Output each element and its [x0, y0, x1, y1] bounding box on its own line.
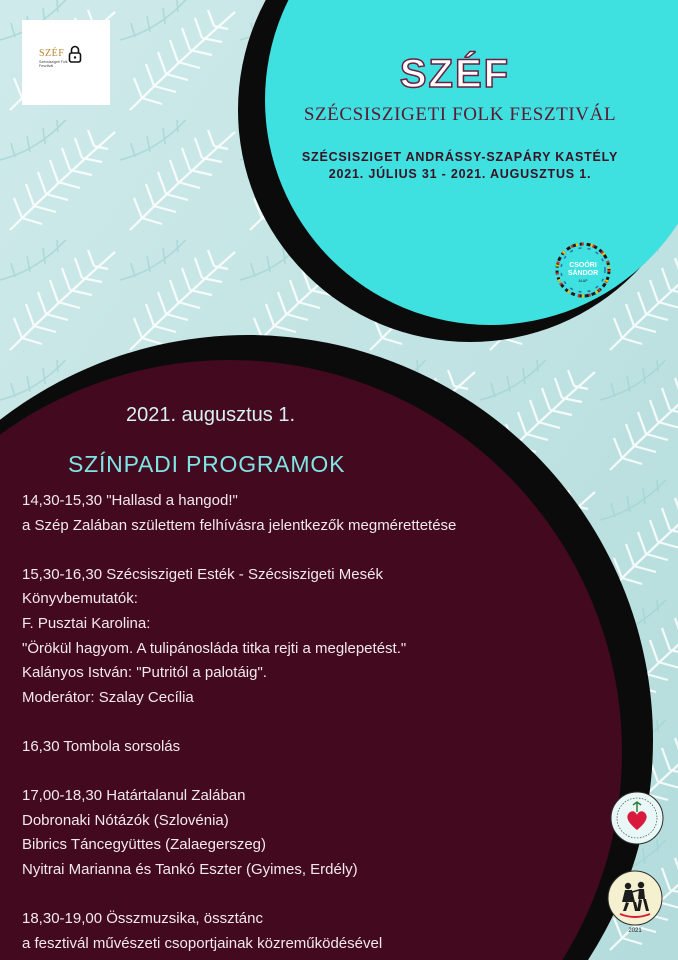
program-line: "Örökül hagyom. A tulipánosláda titka rejti a meglepetést."	[22, 639, 407, 657]
program-spacer	[22, 538, 542, 563]
festival-acronym: SZÉF	[399, 52, 511, 96]
program-line: Moderátor: Szalay Cecília	[22, 688, 194, 706]
dancers-badge	[606, 868, 664, 936]
heart-seal-badge	[609, 790, 665, 846]
program-line: F. Pusztai Karolina:	[22, 614, 151, 632]
sponsor-line-2: SÁNDOR	[567, 270, 599, 277]
program-spacer	[22, 760, 542, 785]
program-date: 2021. augusztus 1.	[126, 404, 296, 426]
program-line: 17,00-18,30 Határtalanul Zalában	[22, 787, 246, 805]
szef-logo	[22, 20, 110, 105]
program-line: 18,30-19,00 Összmuzsika, össztánc	[22, 910, 263, 928]
festival-dates: 2021. JÚLIUS 31 - 2021. AUGUSZTUS 1.	[328, 167, 592, 181]
program-line: a fesztivál művészeti csoportjainak közreműködésével	[22, 934, 383, 952]
program-line: 16,30 Tombola sorsolás	[22, 737, 181, 755]
program-list	[22, 489, 542, 956]
logo-title: SZÉF	[39, 48, 65, 59]
program-line: Kalányos István: "Putritól a palotáig".	[22, 664, 267, 682]
program-line: 15,30-16,30 Szécsiszigeti Esték - Szécsiszigeti Mesék	[22, 565, 383, 583]
logo-subtitle: Szécsiszigeti Folk Fesztivál	[39, 60, 68, 69]
festival-name: SZÉCSISZIGETI FOLK FESZTIVÁL	[303, 104, 617, 125]
program-spacer	[22, 710, 542, 735]
program-line: 14,30-15,30 "Hallasd a hangod!"	[22, 492, 238, 509]
program-line: a Szép Zalában születtem felhívásra jelentkezők megmérettetése	[22, 516, 457, 534]
festival-venue: SZÉCSISZIGET ANDRÁSSY-SZAPÁRY KASTÉLY	[301, 150, 619, 164]
section-title: SZÍNPADI PROGRAMOK	[68, 451, 346, 477]
program-spacer	[22, 883, 542, 908]
csoori-sandor-alap-logo	[551, 238, 615, 302]
program-line: Könyvbemutatók:	[22, 590, 138, 608]
padlock-icon	[68, 45, 82, 63]
program-line: Nyitrai Marianna és Tankó Eszter (Gyimes, Erdély)	[22, 860, 358, 878]
sponsor-line-1: CSOÓRI	[569, 262, 597, 269]
program-line: Dobronaki Nótázók (Szlovénia)	[22, 811, 229, 829]
badge-year: 2021	[628, 928, 642, 934]
sponsor-line-3: ALAP	[578, 279, 588, 283]
program-line: Bibrics Táncegyüttes (Zalaegerszeg)	[22, 836, 266, 854]
